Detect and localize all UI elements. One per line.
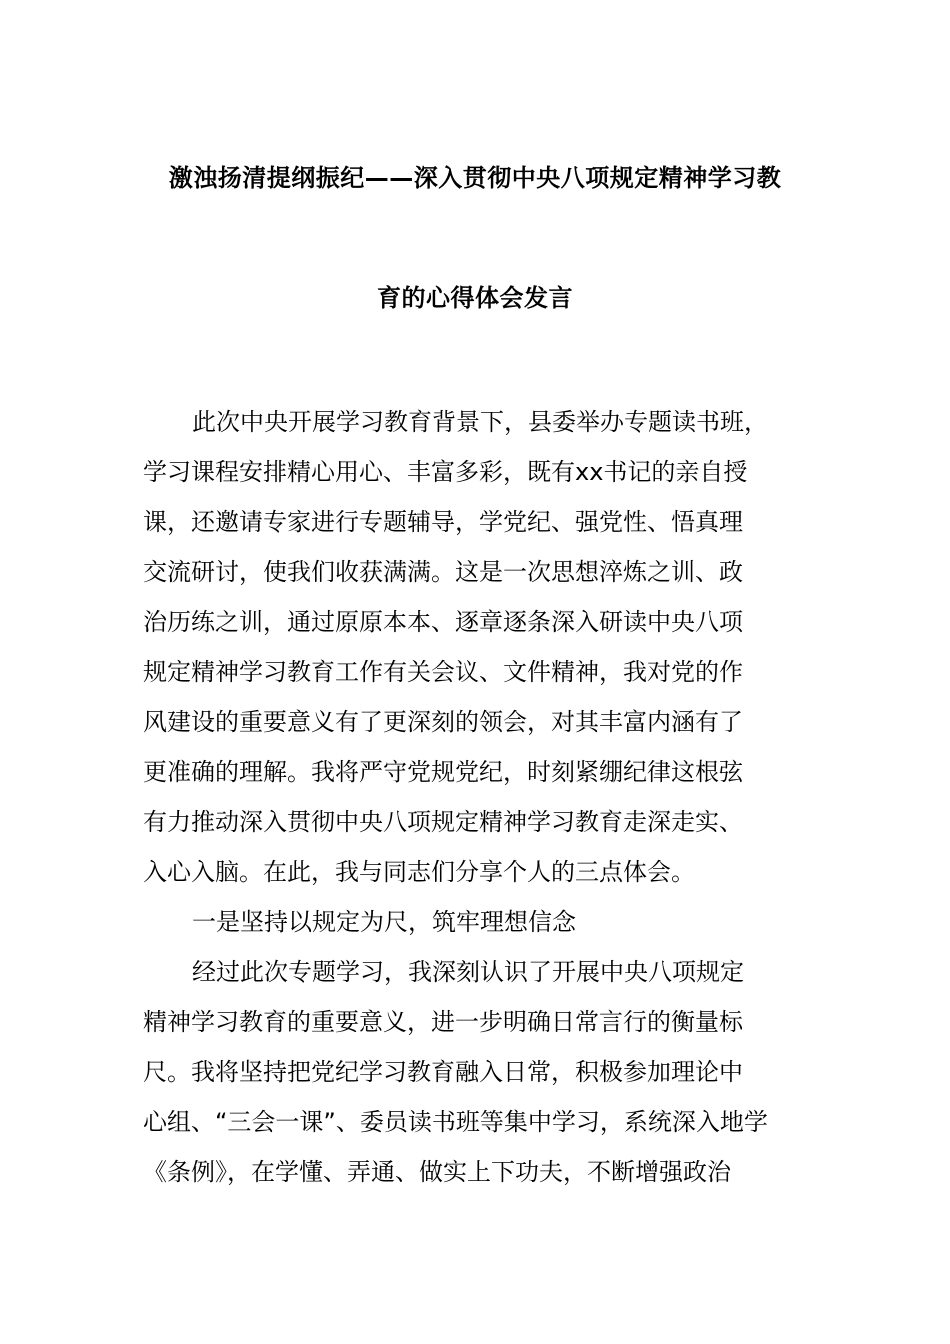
paragraph-1-line: 课，还邀请专家进行专题辅导，学党纪、强党性、悟真理 [143,508,743,536]
paragraph-1-line: 更准确的理解。我将严守党规党纪，时刻紧绷纪律这根弦 [143,758,743,786]
paragraph-1-line: 风建设的重要意义有了更深刻的领会，对其丰富内涵有了 [143,708,743,736]
paragraph-2-line: 精神学习教育的重要意义，进一步明确日常言行的衡量标 [143,1008,743,1036]
paragraph-1-line: 入心入脑。在此，我与同志们分享个人的三点体会。 [143,858,695,886]
paragraph-1-line: 有力推动深入贯彻中央八项规定精神学习教育走深走实、 [143,808,743,836]
document-title-line-1: 激浊扬清提纲振纪——深入贯彻中央八项规定精神学习教 [168,164,782,192]
paragraph-1-line: 交流研讨，使我们收获满满。这是一次思想淬炼之训、政 [143,558,743,586]
paragraph-1-line: 此次中央开展学习教育背景下，县委举办专题读书班， [192,408,768,436]
paragraph-1-line: 规定精神学习教育工作有关会议、文件精神，我对党的作 [143,658,743,686]
paragraph-1-line: 治历练之训，通过原原本本、逐章逐条深入研读中央八项 [143,608,743,636]
paragraph-1-line: 学习课程安排精心用心、丰富多彩，既有xx书记的亲自授 [143,458,748,486]
paragraph-2-line: 《条例》，在学懂、弄通、做实上下功夫，不断增强政治 [143,1158,731,1186]
paragraph-2-line: 经过此次专题学习，我深刻认识了开展中央八项规定 [192,958,744,986]
document-body [143,402,843,1202]
paragraph-2-line: 心组、“三会一课”、委员读书班等集中学习，系统深入地学 [143,1108,768,1136]
section-heading-1: 一是坚持以规定为尺，筑牢理想信念 [192,908,576,936]
paragraph-2-line: 尺。我将坚持把党纪学习教育融入日常，积极参加理论中 [143,1058,743,1086]
document-title-line-2: 育的心得体会发言 [377,284,573,312]
